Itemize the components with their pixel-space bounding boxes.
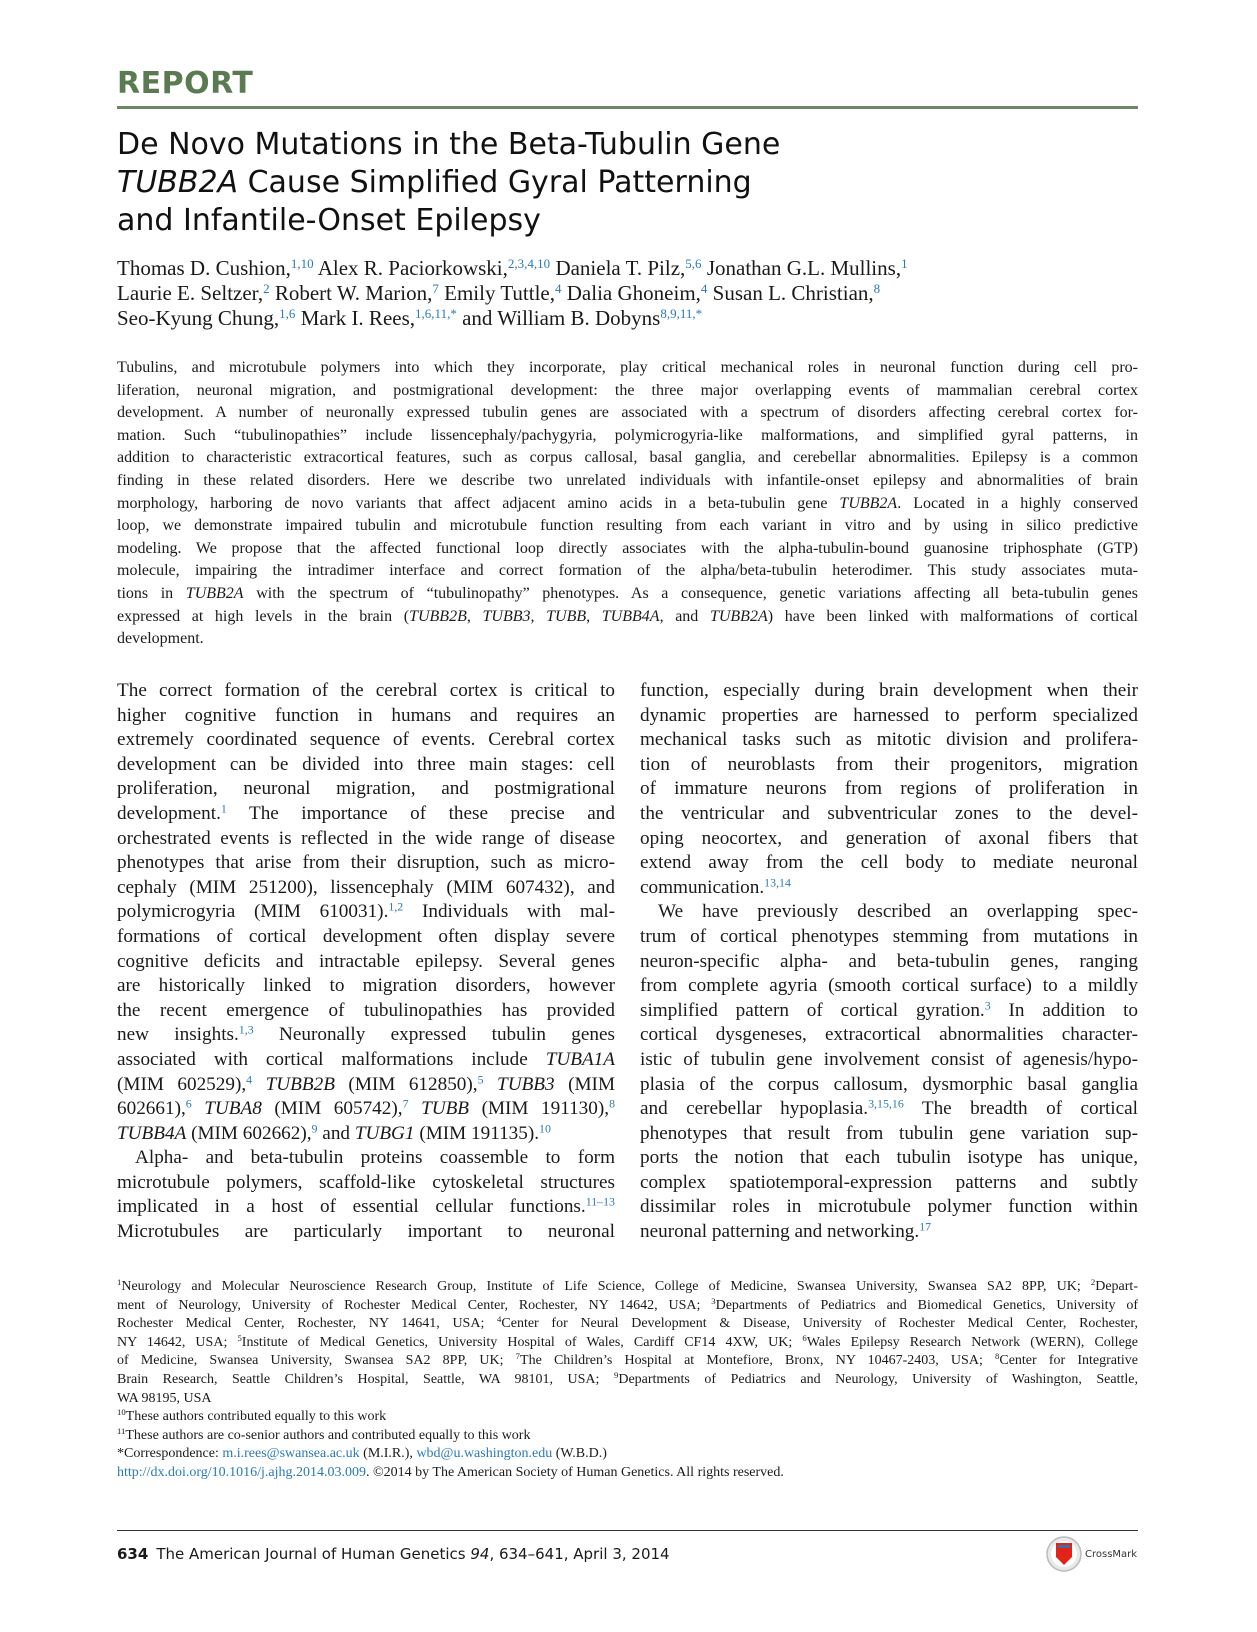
body-line: neuronal patterning and networking.$^{17}$ [640, 1220, 932, 1243]
abstract-line: tions in TUBB2A with the spectrum of “tubulinopathy” phenotypes. As a consequence, genetic variations affecting all beta-tubulin genes [117, 584, 1138, 602]
author-line [117, 306, 1138, 331]
body-line: function, especially during brain development when their [640, 680, 1138, 701]
body-line: extremely coordinated sequence of events. Cerebral cortex [117, 729, 615, 751]
body-column-right [640, 679, 1138, 1245]
body-line: polymicrogyria (MIM 610031).$^{1,2}$ Individuals with mal- [117, 900, 615, 923]
citation-superscript[interactable]: 8 [609, 1097, 615, 1111]
body-line: oping neocortex, and generation of axonal fibers that [640, 827, 1138, 849]
author-affiliation-sup[interactable]: 8,9,11,* [660, 305, 703, 321]
author-name: Susan L. Christian, [707, 281, 874, 305]
body-line: phenotypes that arise from their disruption, such as micro- [117, 852, 615, 874]
body-line: cephaly (MIM 251200), lissencephaly (MIM 607432), and [117, 876, 615, 898]
body-line: communication.$^{13,14}$ [640, 875, 791, 898]
author-list [117, 256, 1138, 331]
author-name: Jonathan G.L. Mullins, [701, 256, 902, 280]
doi-link[interactable]: http://dx.doi.org/10.1016/j.ajhg.2014.03.009 [117, 1464, 367, 1480]
email-link-rees[interactable]: m.i.rees@swansea.ac.uk [222, 1446, 360, 1462]
body-line: microtubule polymers, scaffold-like cytoskeletal structures [117, 1171, 615, 1193]
abstract [117, 357, 1138, 651]
body-line: implicated in a host of essential cellular functions.$^{11-13}$ [117, 1195, 615, 1218]
body-line: The correct formation of the cerebral cortex is critical to [117, 680, 615, 701]
abstract-line: modeling. We propose that the affected functional loop directly associates with the alpha-tubulin-bound guanosine triphosphate (GTP) [117, 539, 1138, 557]
abstract-line: morphology, harboring de novo variants that affect adjacent amino acids in a beta-tubulin gene TUBB2A. Located in a highly conserved [117, 494, 1138, 512]
email-link-dobyns[interactable]: wbd@u.washington.edu [416, 1446, 553, 1462]
crossmark-label: CrossMark [1085, 1549, 1138, 1560]
body-line: orchestrated events is reflected in the wide range of disease [117, 827, 615, 849]
body-line: from complete agyria (smooth cortical surface) to a mildly [640, 975, 1138, 997]
body-line: cognitive deficits and intractable epilepsy. Several genes [117, 950, 615, 972]
journal-volume: 94 [470, 1545, 490, 1563]
footer-rule [117, 1530, 1138, 1531]
author-name: Alex R. Paciorkowski, [313, 256, 508, 280]
title-gene-name: TUBB2A [117, 165, 239, 200]
body-line: Microtubules are particularly important to neuronal [117, 1221, 615, 1243]
abstract-line: molecule, impairing the intradimer interface and correct formation of the alpha/beta-tubulin heterodimer. This study associates muta- [117, 562, 1138, 580]
body-column-left [117, 679, 615, 1245]
body-line: associated with cortical malformations include TUBA1A [117, 1048, 615, 1070]
author-name: and William B. Dobyns [456, 306, 661, 330]
page-number: 634 [117, 1545, 149, 1563]
body-line: the recent emergence of tubulinopathies has provided [117, 999, 615, 1021]
email2-initials: (W.B.D.) [552, 1446, 607, 1462]
body-line: cortical dysgeneses, extracortical abnormalities character- [640, 1024, 1138, 1046]
author-affiliation-sup[interactable]: 5,6 [685, 255, 702, 271]
body-line: phenotypes that result from tubulin gene variation sup- [640, 1122, 1138, 1144]
body-line: (MIM 602529),$^4$ TUBB2B (MIM 612850),$^5$ TUBB3 (MIM [117, 1072, 615, 1095]
citation-superscript[interactable]: 9 [311, 1121, 318, 1136]
author-affiliation-sup[interactable]: 4 [700, 280, 708, 296]
body-line: new insights.$^{1,3}$ Neuronally expressed tubulin genes [117, 1023, 615, 1046]
footnotes [117, 1278, 1138, 1483]
affiliation-line: Rochester Medical Center, Rochester, NY 14641, USA; $^4$Center for Neural Development & Disease, University of Rochester Medical Center, Rochester, [117, 1315, 1138, 1332]
body-line: plasia of the corpus callosum, dysmorphic basal ganglia [640, 1073, 1138, 1095]
citation-superscript[interactable]: 4 [246, 1072, 253, 1086]
body-line: complex spatiotemporal-expression patterns and subtly [640, 1171, 1138, 1193]
title-line-1: De Novo Mutations in the Beta-Tubulin Gene [117, 127, 781, 162]
citation-superscript[interactable]: 1 [220, 801, 227, 816]
author-affiliation-sup[interactable]: 1,10 [290, 255, 314, 271]
citation-superscript[interactable]: 6 [185, 1097, 192, 1111]
body-line: dynamic properties are harnessed to perform specialized [640, 704, 1138, 726]
body-line: development can be divided into three main stages: cell [117, 753, 615, 775]
abstract-line: development. [117, 630, 204, 648]
body-line: Alpha- and beta-tubulin proteins coassemble to form [135, 1147, 615, 1169]
body-line: extend away from the cell body to mediate neuronal [640, 852, 1138, 874]
abstract-line: loop, we demonstrate impaired tubulin and microtubule function resulting from each variant in vitro and by using in silico predictive [117, 517, 1138, 535]
title-line-3: and Infantile-Onset Epilepsy [117, 203, 541, 238]
author-affiliation-sup[interactable]: 1,6 [279, 305, 296, 321]
body-line: tion of neuroblasts from their progenitors, migration [640, 753, 1138, 775]
author-name: Mark I. Rees, [295, 306, 416, 330]
article-title [117, 126, 1017, 240]
body-line: TUBB4A (MIM 602662),$^9$ and TUBG1 (MIM 191135).$^{10}$ [117, 1121, 551, 1144]
crossmark-badge[interactable] [1045, 1535, 1145, 1575]
author-affiliation-sup[interactable]: 2,3,4,10 [507, 255, 551, 271]
abstract-line: finding in these related disorders. Here we describe two unrelated individuals with infantile-onset epilepsy and abnormalities of brain [117, 471, 1138, 489]
citation-superscript[interactable]: 11–13 [585, 1195, 615, 1209]
body-line: ports the notion that each tubulin isotype has unique, [640, 1147, 1138, 1169]
body-line: dissimilar roles in microtubule polymer function within [640, 1196, 1138, 1218]
body-line: formations of cortical development often display severe [117, 925, 615, 947]
header-rule [117, 106, 1138, 109]
footnote-co-senior: $^{11}$These authors are co-senior authors and contributed equally to this work [117, 1426, 531, 1443]
correspondence [117, 1445, 1138, 1464]
abstract-line: addition to characteristic extracortical features, such as corpus callosal, basal ganglia, and cerebellar abnormalities. Epilepsy is a common [117, 449, 1138, 467]
abstract-line: Tubulins, and microtubule polymers into which they incorporate, play critical mechanical roles in neuronal function during cell pro- [117, 359, 1138, 376]
body-line: higher cognitive function in humans and requires an [117, 704, 615, 726]
affiliation-line: ment of Neurology, University of Rochester Medical Center, Rochester, NY 14642, USA; $^3$Departments of Pediatrics and Biomedical Genetics, University of [117, 1296, 1138, 1313]
footnote-equal-contribution: $^{10}$These authors contributed equally to this work [117, 1408, 387, 1425]
affiliation-line: NY 14642, USA; $^5$Institute of Medical Genetics, University Hospital of Wales, Cardiff CF14 4XW, UK; $^6$Wales Epilepsy Research Network (WERN), College [117, 1333, 1138, 1350]
author-line [117, 256, 1138, 281]
body-line: the ventricular and subventricular zones to the devel- [640, 802, 1138, 824]
body-line: 602661),$^6$ TUBA8 (MIM 605742),$^7$ TUBB (MIM 191130),$^8$ [117, 1097, 615, 1120]
journal-name: The American Journal of Human Genetics [156, 1545, 471, 1563]
body-line: proliferation, neuronal migration, and postmigrational [117, 778, 615, 800]
page-footer [117, 1545, 670, 1563]
author-affiliation-sup[interactable]: 4 [555, 280, 562, 296]
author-affiliation-sup[interactable]: 2 [263, 280, 270, 296]
affiliation-line: of Medicine, Swansea University, Swansea SA2 8PP, UK; $^7$The Children’s Hospital at Montefiore, Bronx, NY 10467-2403, USA; $^8$Center for Integrative [117, 1352, 1138, 1369]
author-name: Daniela T. Pilz, [550, 256, 686, 280]
citation-superscript[interactable]: 17 [919, 1220, 932, 1234]
journal-pages-date: , 634–641, April 3, 2014 [489, 1545, 670, 1563]
author-name: Thomas D. Cushion, [117, 256, 291, 280]
body-line: simplified pattern of cortical gyration.$^3$ In addition to [640, 998, 1138, 1021]
abstract-line: development. A number of neuronally expressed tubulin genes are associated with a spectrum of disorders affecting cerebral cortex for- [117, 404, 1138, 422]
body-line: istic of tubulin gene involvement consist of agenesis/hypo- [640, 1048, 1138, 1070]
body-line: mechanical tasks such as mitotic division and prolifera- [640, 729, 1138, 751]
abstract-line: mation. Such “tubulinopathies” include lissencephaly/pachygyria, polymicrogyria-like malformations, and simplified gyral patterns, in [117, 426, 1138, 444]
body-line: are historically linked to migration disorders, however [117, 975, 615, 997]
affiliations [117, 1278, 1138, 1408]
citation-superscript[interactable]: 3,15,16 [868, 1097, 904, 1111]
body-line: trum of cortical phenotypes stemming from mutations in [640, 925, 1138, 947]
citation-superscript[interactable]: 7 [402, 1097, 409, 1111]
author-affiliation-sup[interactable]: 1,6,11,* [415, 305, 457, 321]
citation-superscript[interactable]: 3 [984, 998, 991, 1013]
author-affiliation-sup[interactable]: 1 [901, 255, 908, 271]
author-name: Robert W. Marion, [269, 281, 433, 305]
citation-superscript[interactable]: 5 [477, 1072, 484, 1086]
citation-superscript[interactable]: 10 [539, 1121, 551, 1136]
body-line: neuron-specific alpha- and beta-tubulin genes, ranging [640, 950, 1138, 972]
citation-superscript[interactable]: 13,14 [764, 875, 791, 890]
author-line [117, 281, 1138, 306]
article-type-label: REPORT [117, 66, 254, 101]
email1-initials: (M.I.R.), [359, 1446, 417, 1462]
abstract-line: liferation, neuronal migration, and postmigrational development: the three major overlapping events of mammalian cerebral cortex [117, 381, 1138, 399]
citation-superscript[interactable]: 1,2 [388, 900, 404, 914]
doi-line [117, 1464, 1138, 1483]
author-affiliation-sup[interactable]: 8 [873, 280, 881, 296]
body-line: We have previously described an overlapping spec- [658, 901, 1138, 923]
author-name: Emily Tuttle, [438, 281, 555, 305]
copyright: . ©2014 by The American Society of Human Genetics. All rights reserved. [366, 1464, 784, 1480]
affiliation-line: $^1$Neurology and Molecular Neuroscience Research Group, Institute of Life Science, College of Medicine, Swansea University, Swansea SA2 8PP, UK; $^2$Depart- [117, 1278, 1138, 1294]
body-line: development.$^1$ The importance of these precise and [117, 801, 615, 824]
author-name: Dalia Ghoneim, [561, 281, 701, 305]
abstract-line: expressed at high levels in the brain (TUBB2B, TUBB3, TUBB, TUBB4A, and TUBB2A) have been linked with malformations of cortical [117, 607, 1138, 625]
author-name: Seo-Kyung Chung, [117, 306, 280, 330]
body-line: of immature neurons from regions of proliferation in [640, 778, 1138, 800]
affiliation-line: Brain Research, Seattle Children’s Hospital, Seattle, WA 98101, USA; $^9$Departments of Pediatrics and Neurology, University of Washington, Seattle, [117, 1370, 1138, 1387]
author-affiliation-sup[interactable]: 7 [432, 280, 439, 296]
citation-superscript[interactable]: 1,3 [238, 1023, 254, 1037]
title-line-2-rest: Cause Simplified Gyral Patterning [238, 165, 752, 200]
body-line: and cerebellar hypoplasia.$^{3,15,16}$ The breadth of cortical [640, 1097, 1138, 1120]
title-line-2 [117, 164, 1017, 202]
crossmark-icon [1045, 1535, 1083, 1573]
affiliation-line: WA 98195, USA [117, 1390, 212, 1406]
correspondence-label: *Correspondence: [117, 1446, 223, 1462]
author-name: Laurie E. Seltzer, [117, 281, 264, 305]
